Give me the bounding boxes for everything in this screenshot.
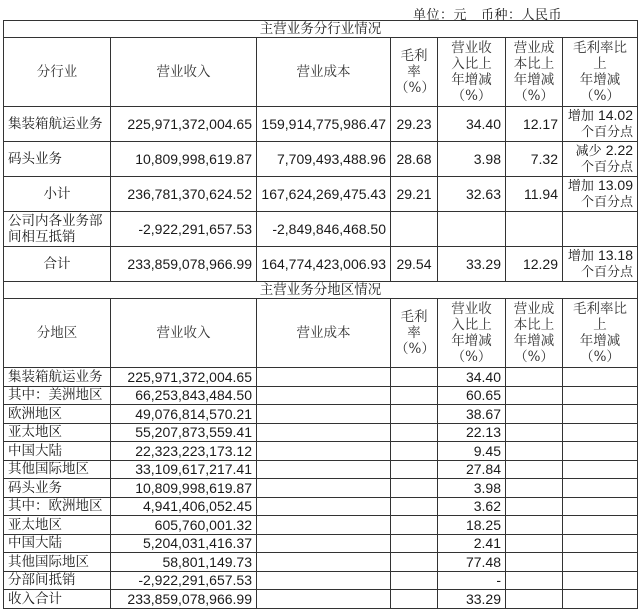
row-revenue: 66,253,843,484.50: [111, 386, 257, 405]
unit-label: 单位：元: [412, 8, 467, 23]
row-revenue: 10,809,998,619.87: [111, 479, 257, 498]
region-row: [4, 405, 638, 424]
row-gross-margin: [391, 571, 438, 590]
row-margin-change: [563, 386, 638, 405]
row-revenue: 225,971,372,004.65: [111, 368, 257, 387]
region-row: [4, 460, 638, 479]
header-revenue-change: 营业收 入比上 年增减 （%）: [438, 38, 506, 107]
row-name: 欧洲地区: [4, 405, 111, 424]
row-cost-change: [506, 212, 563, 247]
row-name: 码头业务: [4, 479, 111, 498]
row-revenue-change: 2.41: [438, 534, 506, 553]
row-cost: [257, 460, 391, 479]
row-cost: 159,914,775,986.47: [257, 107, 391, 142]
row-revenue-change: 9.45: [438, 442, 506, 461]
row-cost-change: [506, 479, 563, 498]
row-revenue-change: 77.48: [438, 553, 506, 572]
row-cost: -2,849,846,468.50: [257, 212, 391, 247]
header-cost-change: 营业成 本比上 年增减 （%）: [506, 299, 563, 368]
region-row: [4, 479, 638, 498]
row-gross-margin: [391, 423, 438, 442]
header-gross-margin: 毛利 率 （%）: [391, 299, 438, 368]
industry-header-row: [4, 38, 638, 107]
row-revenue-change: 33.29: [438, 247, 506, 282]
row-name: 其他国际地区: [4, 553, 111, 572]
region-row: [4, 553, 638, 572]
currency-label: 币种：人民币: [480, 8, 562, 23]
row-gross-margin: [391, 553, 438, 572]
header-cost-change: 营业成 本比上 年增减 （%）: [506, 38, 563, 107]
row-cost-change: [506, 497, 563, 516]
row-cost-change: [506, 553, 563, 572]
row-margin-change: [563, 534, 638, 553]
row-revenue-change: 3.62: [438, 497, 506, 516]
row-cost-change: [506, 590, 563, 609]
row-cost-change: 12.17: [506, 107, 563, 142]
row-name: 合计: [4, 247, 111, 282]
row-margin-change: [563, 442, 638, 461]
header-revenue-change: 营业收 入比上 年增减 （%）: [438, 299, 506, 368]
row-revenue-change: 32.63: [438, 177, 506, 212]
row-gross-margin: [391, 590, 438, 609]
region-row: [4, 571, 638, 590]
row-revenue: 4,941,406,052.45: [111, 497, 257, 516]
row-revenue: 33,109,617,217.41: [111, 460, 257, 479]
row-gross-margin: [391, 516, 438, 535]
header-industry: 分行业: [4, 38, 111, 107]
row-cost: [257, 479, 391, 498]
header-margin-change: 毛利率比上 年增减 （%）: [563, 38, 638, 107]
row-gross-margin: [391, 386, 438, 405]
header-gross-margin: 毛利 率 （%）: [391, 38, 438, 107]
industry-section-title-row: [4, 21, 638, 38]
row-cost-change: 11.94: [506, 177, 563, 212]
row-revenue-change: [438, 212, 506, 247]
row-margin-change: [563, 368, 638, 387]
row-cost: [257, 405, 391, 424]
row-name: 其中：美洲地区: [4, 386, 111, 405]
region-total-row: [4, 590, 638, 609]
row-revenue: 236,781,370,624.52: [111, 177, 257, 212]
row-revenue-change: 34.40: [438, 368, 506, 387]
row-revenue: -2,922,291,657.53: [111, 212, 257, 247]
row-margin-change: [563, 553, 638, 572]
row-margin-change: [563, 497, 638, 516]
row-margin-change: 增加 13.09 个百分点: [563, 177, 638, 212]
row-margin-change: 减少 2.22 个百分点: [563, 142, 638, 177]
row-name: 小计: [4, 177, 111, 212]
row-revenue: 10,809,998,619.87: [111, 142, 257, 177]
industry-row: [4, 107, 638, 142]
region-row: [4, 497, 638, 516]
row-margin-change: [563, 479, 638, 498]
row-cost-change: [506, 571, 563, 590]
row-revenue-change: 38.67: [438, 405, 506, 424]
row-cost: [257, 516, 391, 535]
header-revenue: 营业收入: [111, 299, 257, 368]
row-name: 中国大陆: [4, 442, 111, 461]
row-name: 分部间抵销: [4, 571, 111, 590]
row-revenue: 55,207,873,559.41: [111, 423, 257, 442]
row-cost: [257, 442, 391, 461]
row-name: 收入合计: [4, 590, 111, 609]
row-cost: [257, 386, 391, 405]
industry-row: [4, 142, 638, 177]
row-margin-change: [563, 423, 638, 442]
row-cost-change: [506, 368, 563, 387]
row-cost-change: [506, 534, 563, 553]
row-name: 其中：欧洲地区: [4, 497, 111, 516]
region-header-row: [4, 299, 638, 368]
row-gross-margin: [391, 479, 438, 498]
row-cost: [257, 368, 391, 387]
row-name: 码头业务: [4, 142, 111, 177]
row-revenue: 49,076,814,570.21: [111, 405, 257, 424]
row-revenue: 233,859,078,966.99: [111, 590, 257, 609]
header-margin-change: 毛利率比上 年增减 （%）: [563, 299, 638, 368]
region-row: [4, 423, 638, 442]
region-row: [4, 516, 638, 535]
row-cost: 164,774,423,006.93: [257, 247, 391, 282]
row-revenue-change: 3.98: [438, 479, 506, 498]
header-region: 分地区: [4, 299, 111, 368]
row-cost-change: 12.29: [506, 247, 563, 282]
row-cost: [257, 571, 391, 590]
row-revenue: 225,971,372,004.65: [111, 107, 257, 142]
row-name: 集装箱航运业务: [4, 107, 111, 142]
row-revenue-change: 18.25: [438, 516, 506, 535]
row-revenue: -2,922,291,657.53: [111, 571, 257, 590]
row-revenue: 22,323,223,173.12: [111, 442, 257, 461]
row-margin-change: 增加 14.02 个百分点: [563, 107, 638, 142]
row-gross-margin: [391, 212, 438, 247]
region-row: [4, 368, 638, 387]
row-cost-change: 7.32: [506, 142, 563, 177]
revenue-table: [3, 20, 638, 609]
row-gross-margin: [391, 405, 438, 424]
row-revenue: 5,204,031,416.37: [111, 534, 257, 553]
row-name: 亚太地区: [4, 423, 111, 442]
industry-section-title: 主营业务分行业情况: [4, 21, 638, 38]
row-revenue-change: 27.84: [438, 460, 506, 479]
row-gross-margin: 28.68: [391, 142, 438, 177]
row-margin-change: [563, 460, 638, 479]
row-cost-change: [506, 442, 563, 461]
row-gross-margin: [391, 497, 438, 516]
row-revenue: 233,859,078,966.99: [111, 247, 257, 282]
row-gross-margin: [391, 460, 438, 479]
row-cost-change: [506, 423, 563, 442]
row-gross-margin: 29.54: [391, 247, 438, 282]
row-cost: [257, 590, 391, 609]
row-revenue-change: 60.65: [438, 386, 506, 405]
region-section-title-row: [4, 282, 638, 299]
header-cost: 营业成本: [257, 38, 391, 107]
row-cost: [257, 534, 391, 553]
header-revenue: 营业收入: [111, 38, 257, 107]
row-revenue-change: -: [438, 571, 506, 590]
row-name: 亚太地区: [4, 516, 111, 535]
industry-subtotal-row: [4, 177, 638, 212]
row-cost: 167,624,269,475.43: [257, 177, 391, 212]
row-cost: [257, 553, 391, 572]
row-gross-margin: [391, 368, 438, 387]
row-name: 集装箱航运业务: [4, 368, 111, 387]
row-cost-change: [506, 460, 563, 479]
region-row: [4, 442, 638, 461]
row-gross-margin: [391, 534, 438, 553]
header-cost: 营业成本: [257, 299, 391, 368]
row-cost: 7,709,493,488.96: [257, 142, 391, 177]
industry-elimination-row: [4, 212, 638, 247]
region-section-title: 主营业务分地区情况: [4, 282, 638, 299]
row-margin-change: [563, 590, 638, 609]
row-cost-change: [506, 386, 563, 405]
region-row: [4, 386, 638, 405]
row-revenue-change: 22.13: [438, 423, 506, 442]
row-name: 公司内各业务部 间相互抵销: [4, 212, 111, 247]
region-row: [4, 534, 638, 553]
row-revenue: 58,801,149.73: [111, 553, 257, 572]
row-revenue-change: 3.98: [438, 142, 506, 177]
row-margin-change: [563, 571, 638, 590]
row-revenue-change: 33.29: [438, 590, 506, 609]
row-gross-margin: 29.21: [391, 177, 438, 212]
row-name: 其他国际地区: [4, 460, 111, 479]
row-name: 中国大陆: [4, 534, 111, 553]
row-revenue-change: 34.40: [438, 107, 506, 142]
row-margin-change: [563, 516, 638, 535]
row-cost-change: [506, 405, 563, 424]
row-gross-margin: [391, 442, 438, 461]
row-margin-change: [563, 212, 638, 247]
row-margin-change: [563, 405, 638, 424]
row-gross-margin: 29.23: [391, 107, 438, 142]
row-margin-change: 增加 13.18 个百分点: [563, 247, 638, 282]
row-cost: [257, 497, 391, 516]
row-revenue: 605,760,001.32: [111, 516, 257, 535]
row-cost-change: [506, 516, 563, 535]
row-cost: [257, 423, 391, 442]
industry-total-row: [4, 247, 638, 282]
